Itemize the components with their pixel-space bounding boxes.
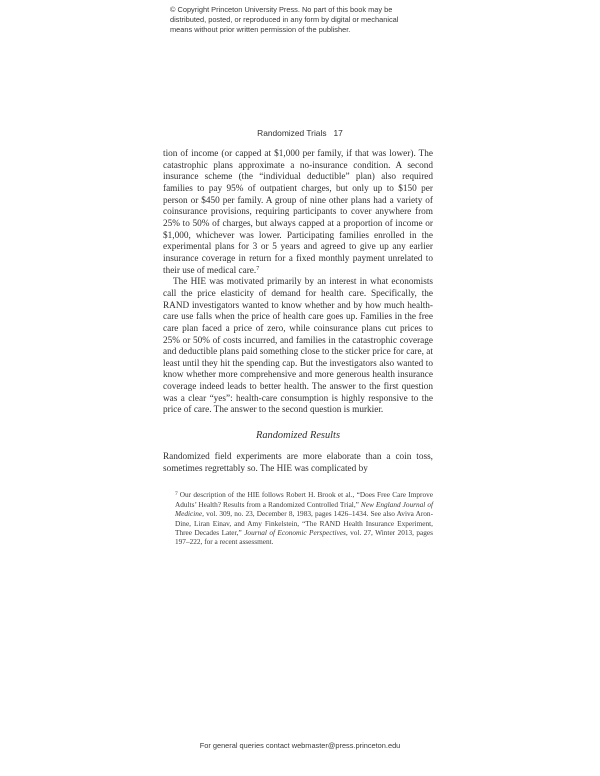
footnote-journal-1: New England Journal of Medicine — [175, 499, 433, 519]
footnote-journal-2: Journal of Economic Perspectives — [244, 528, 346, 538]
running-head — [0, 128, 600, 138]
copyright-line-3: means without prior written permission of the publisher. — [170, 25, 351, 34]
footnote-reference: 7 — [256, 265, 260, 272]
paragraph-1 — [163, 149, 433, 277]
copyright-notice — [170, 5, 470, 35]
section-heading: Randomized Results — [256, 430, 340, 442]
paragraph-3: Randomized field experiments are more elaborate than a coin toss, sometimes regrettably so. The HIE was complicated by — [163, 452, 433, 474]
copyright-line-1: © Copyright Princeton University Press. No part of this book may be — [170, 5, 393, 14]
footnote-mark: 7 — [175, 491, 178, 498]
paragraph-2: The HIE was motivated primarily by an interest in what economists call the price elasticity of demand for health care. Specifically, the RAND investigators wanted to know whether and by how much health-care use falls when the price of health care goes up. Families in the free care plan faced a price of zero, while coinsurance plans cut prices to 25% or 50% of costs incurred, and families in the catastrophic coverage and deductible plans paid something close to the sticker price for care, at least until they hit the spending cap. But the investigators also wanted to know whether more comprehensive and more generous health insurance coverage indeed leads to better health. The answer to the first question was a clear “yes”: health-care consumption is highly responsive to the price of care. The answer to the second question is murkier. — [163, 277, 433, 416]
paragraph-1-text: tion of income (or capped at $1,000 per family, if that was lower). The catastrophic plans approximate a no-insurance condition. A second insurance scheme (the “individual deductible” plan) also required families to pay 95% of outpatient charges, but only up to $150 per person or $450 per family. A group of nine other plans had a variety of coinsurance provisions, requiring participants to cover anywhere from 25% to 50% of charges, but always capped at a proportion of income or $1,000, whichever was lower. Participating families enrolled in the experimental plans for 3 or 5 years and agreed to give up any earlier insurance coverage in return for a fixed monthly payment unrelated to their use of medical care. — [163, 149, 433, 276]
body-text — [163, 149, 433, 547]
footnote-text-2: , vol. 309, no. 23, December 8, 1983, pages 1426–1434. See also Aviva Aron-Dine, Liran Einav, and Amy Finkelstein, “The RAND Health Insurance Experiment, Three Decades Later,” — [175, 509, 433, 538]
footnote-text-1: Our description of the HIE follows Robert H. Brook et al., “Does Free Care Improve Adults’ Health? Results from a Randomized Controlled Trial,” — [175, 490, 433, 509]
running-head-title: Randomized Trials — [257, 128, 327, 138]
footer-contact: For general queries contact webmaster@press.princeton.edu — [199, 741, 401, 750]
copyright-line-2: distributed, posted, or reproduced in any form by digital or mechanical — [170, 15, 399, 24]
footnote-text-3: , vol. 27, Winter 2013, pages 197–222, for a recent assessment. — [175, 528, 433, 547]
page-number: 17 — [333, 128, 343, 138]
footnote — [163, 490, 433, 546]
